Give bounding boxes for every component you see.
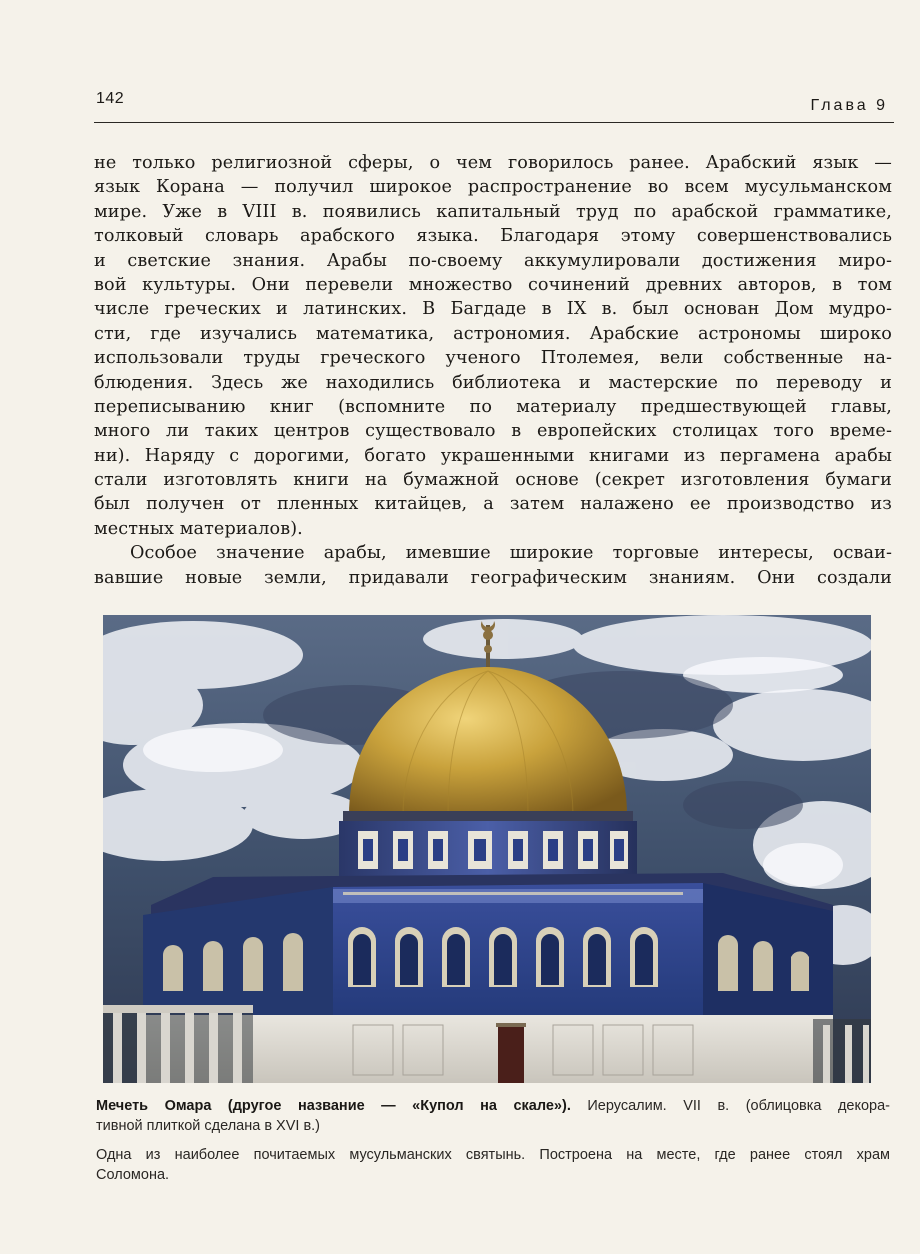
caption-title-line-2: тивной плиткой сделана в XVI в.): [96, 1117, 321, 1134]
chapter-header: Глава 9: [810, 97, 888, 114]
text-line: не только религиозной сферы, о чем говорилось ранее. Арабский язык —: [94, 153, 892, 173]
text-line: ни). Наряду с дорогими, богато украшенными книгами из пергамена арабы: [94, 445, 892, 466]
text-line: и светские знания. Арабы по-своему аккумулировали достижения миро-: [94, 250, 892, 271]
text-line: стали изготовлять книги на бумажной основе (секрет изготовления бумаги: [94, 470, 892, 491]
text-line: блюдения. Здесь же находились библиотека и мастерские по переводу и: [94, 372, 892, 393]
text-line: вой культуры. Они перевели множество сочинений древних авторов, в том: [94, 274, 892, 295]
text-line: использовали труды греческого ученого Птолемея, вели собственные на-: [94, 348, 892, 369]
text-line: переписыванию книг (вспомните по материалу предшествующей главы,: [94, 396, 892, 417]
caption-title-rest: Иерусалим. VII в. (облицовка декора-: [570, 1098, 890, 1114]
text-line: Особое значение арабы, имевшие широкие торговые интересы, осваи-: [130, 543, 892, 564]
caption-title-line: [96, 1097, 890, 1117]
mosque-photo: [103, 615, 871, 1083]
caption-desc-line: Одна из наиболее почитаемых мусульманских святынь. Построена на месте, где ранее стоял храм: [96, 1147, 890, 1163]
caption-description: [96, 1146, 890, 1185]
text-line: толковый словарь арабского языка. Благодаря этому совершенствовались: [94, 226, 892, 247]
text-line: много ли таких центров существовало в европейских столицах того време-: [94, 421, 892, 442]
text-line: вавшие новые земли, придавали географическим знаниям. Они создали: [94, 567, 892, 588]
caption-desc-line-2: Соломона.: [96, 1166, 170, 1183]
photo-caption: [96, 1097, 890, 1185]
page-number: 142: [96, 90, 125, 107]
text-line: местных материалов).: [94, 518, 303, 539]
body-text: [94, 151, 892, 590]
text-line: числе греческих и латинских. В Багдаде в IX в. был основан Дом мудро-: [94, 299, 892, 320]
text-line: мире. Уже в VIII в. появились капитальный труд по арабской грамматике,: [94, 201, 892, 222]
text-line: сти, где изучались математика, астрономия. Арабские астрономы широко: [94, 323, 892, 344]
caption-title-bold: Мечеть Омара (другое название — «Купол на скале»).: [96, 1098, 571, 1114]
text-line: язык Корана — получил широкое распространение во всем мусульманском: [94, 177, 892, 198]
text-line: был получен от пленных китайцев, а затем налажено ее производство из: [94, 494, 892, 515]
header-rule: [94, 122, 894, 123]
